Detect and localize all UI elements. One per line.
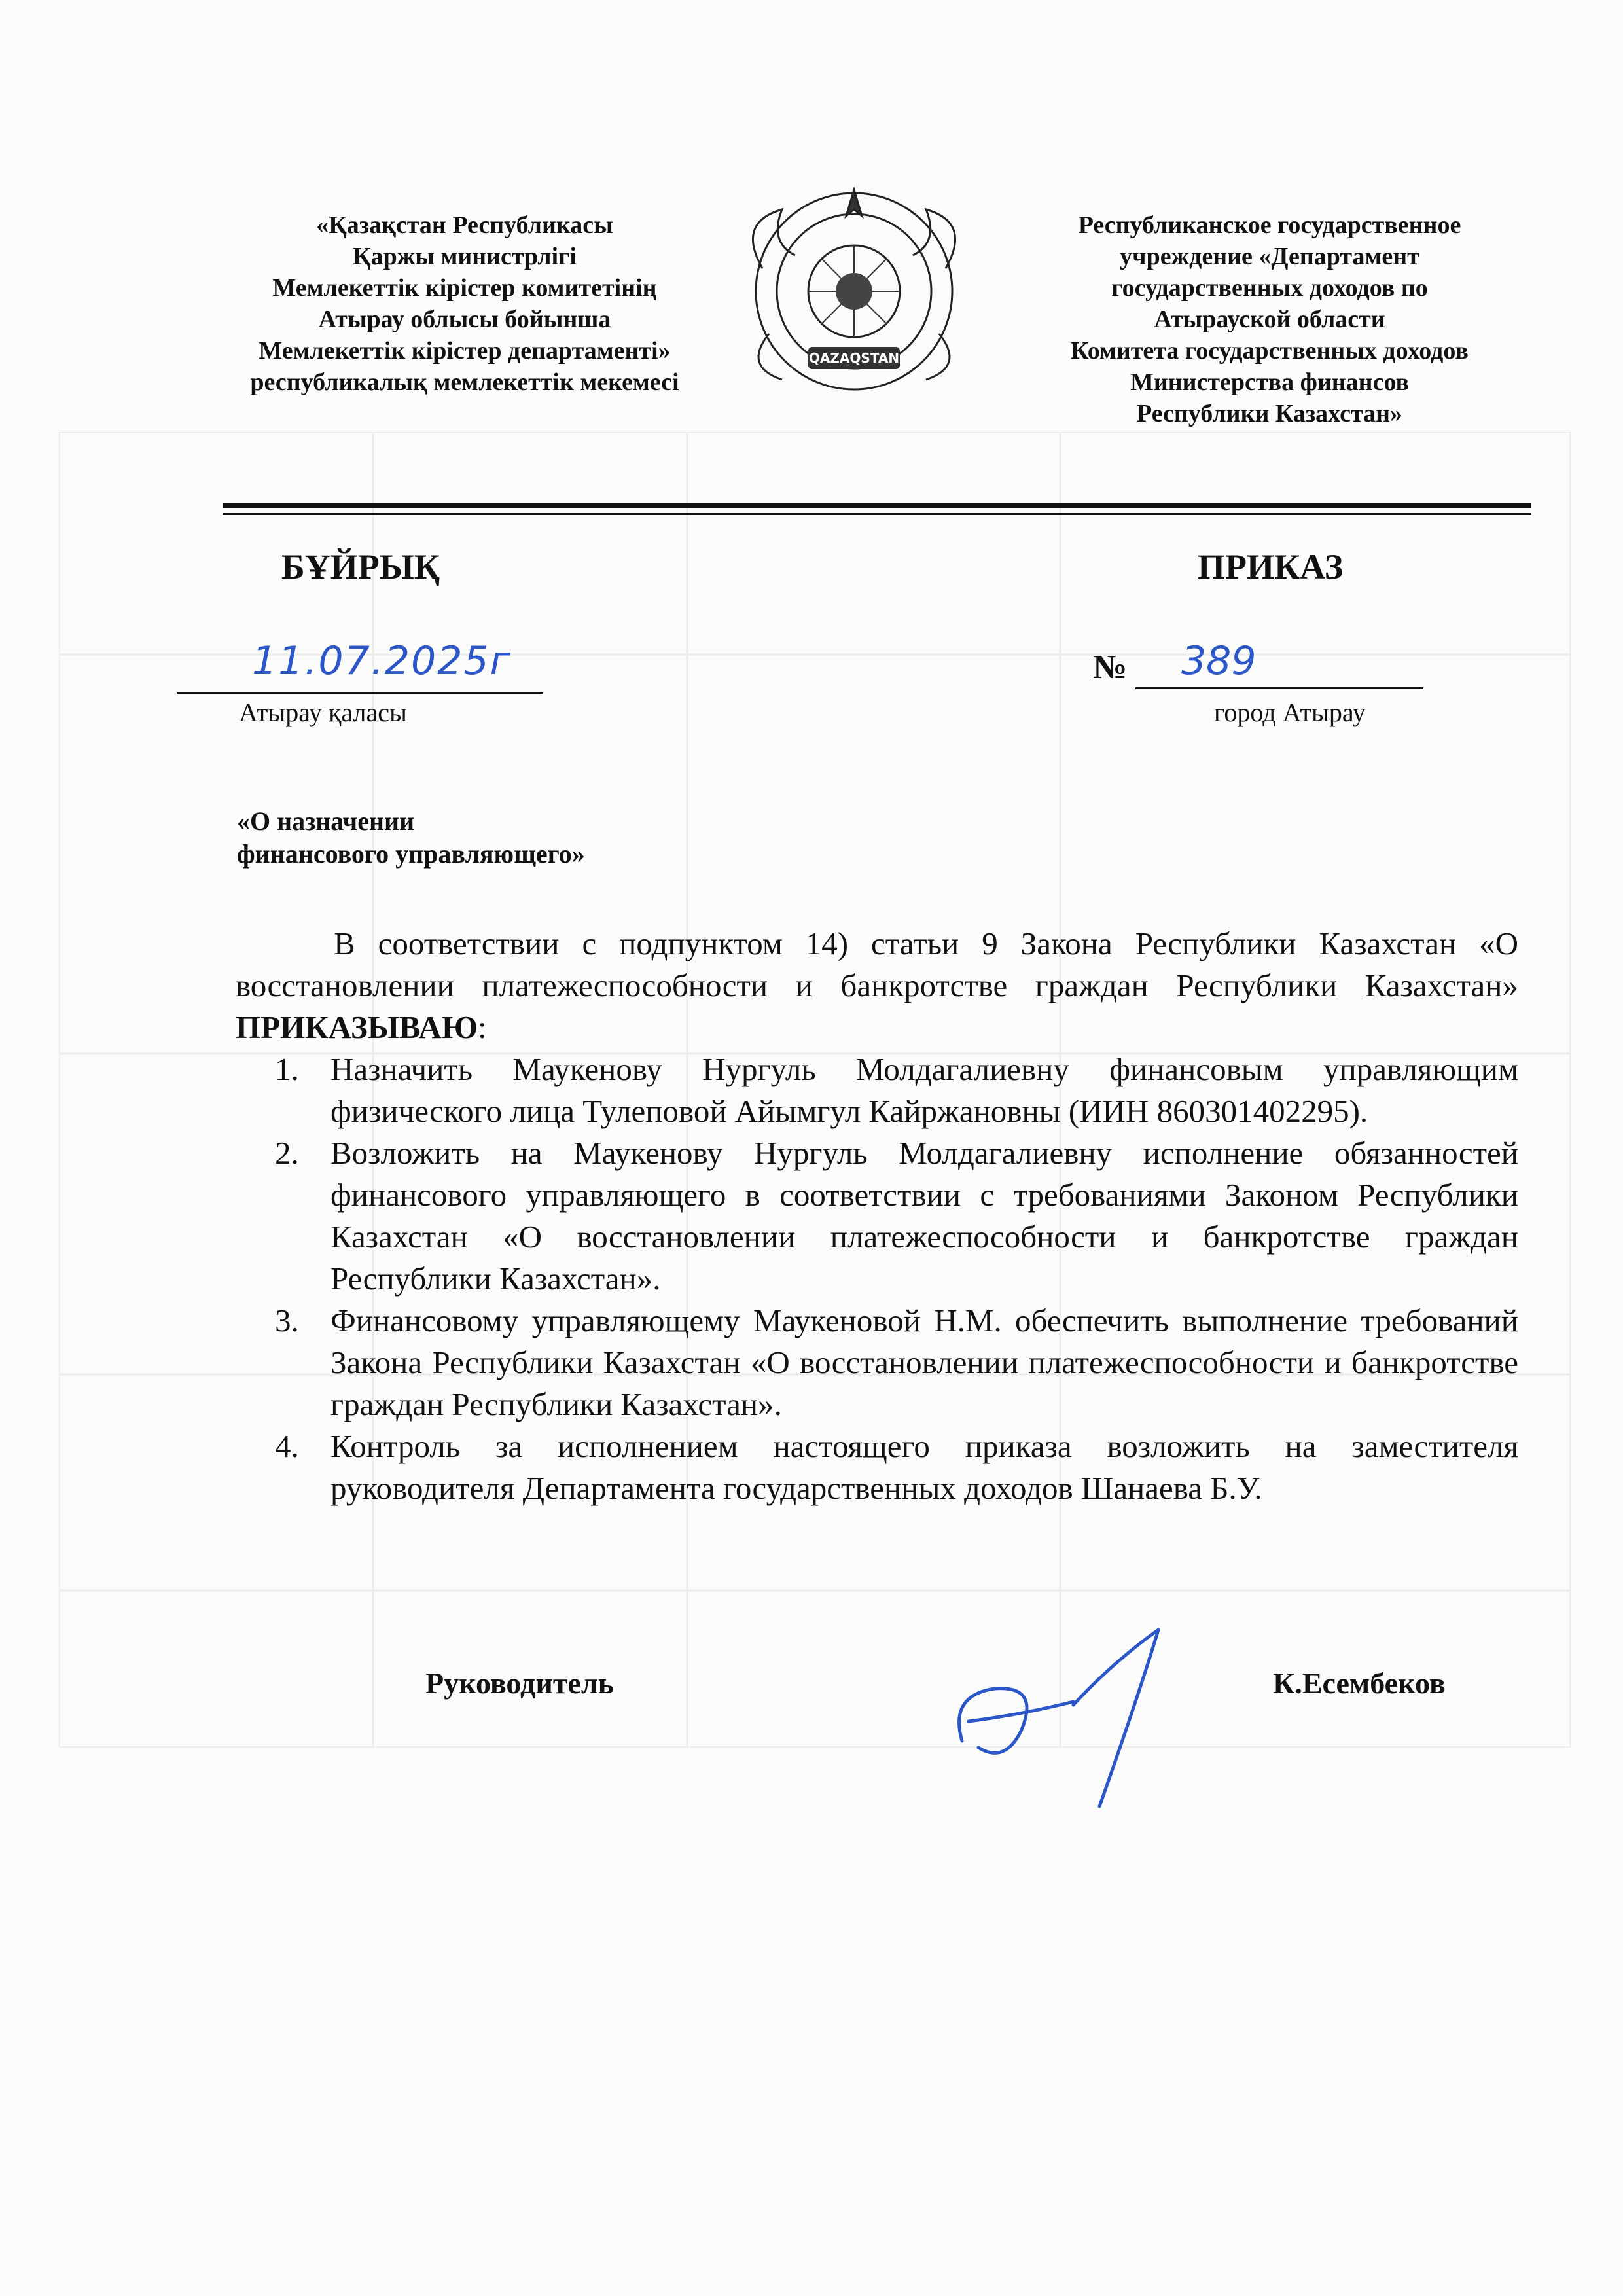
- handwritten-order-number: 389: [1181, 638, 1257, 684]
- list-item: 4. Контроль за исполнением настоящего приказа возложить на заместителя руководителя Департамента государственных доходов Шанаева Б.У.: [275, 1428, 1518, 1506]
- header-left-line: Мемлекеттік кірістер департаменті»: [259, 337, 671, 365]
- header-right-line: Министерства финансов: [1130, 368, 1410, 396]
- list-item: 1. Назначить Маукенову Нургуль Молдагалиевну финансовым управляющим физического лица Тулеповой Айымгул Кайржановны (ИИН 860301402295).: [275, 1051, 1518, 1129]
- signatory-title: Руководитель: [425, 1666, 614, 1700]
- number-underline: [1135, 687, 1423, 689]
- header-left-line: Мемлекеттік кірістер комитетінің: [272, 274, 657, 302]
- body-intro: В соответствии с подпунктом 14) статьи 9 Закона Республики Казахстан «О восстановлении платежеспособности и банкротстве граждан Республики Казахстан» ПРИКАЗЫВАЮ:: [236, 925, 1518, 1045]
- list-item: 2. Возложить на Маукенову Нургуль Молдагалиевну исполнение обязанностей финансового управляющего в соответствии с требованиями Законом Республики Казахстан «О восстановлении платежеспособности и банкротстве граждан Республики Казахстан».: [275, 1135, 1518, 1297]
- header-left-line: Қаржы министрлігі: [353, 243, 577, 270]
- header-right-line: государственных доходов по: [1111, 274, 1428, 302]
- subject-line: финансового управляющего»: [237, 839, 585, 869]
- header-left-kazakh: [223, 209, 707, 398]
- header-right-line: Республики Казахстан»: [1137, 400, 1402, 427]
- signatory-name: К.Есембеков: [1273, 1666, 1446, 1700]
- handwritten-date: 11.07.2025г: [252, 638, 512, 684]
- header-right-line: учреждение «Департамент: [1120, 243, 1419, 270]
- handwritten-signature: [942, 1617, 1217, 1813]
- subject-line: «О назначении: [237, 806, 415, 836]
- header-divider-thick: [223, 503, 1531, 508]
- header-right-russian: [1021, 209, 1518, 429]
- header-right-line: Атырауской области: [1154, 306, 1385, 333]
- header-right-line: Республиканское государственное: [1078, 211, 1461, 239]
- city-ru: город Атырау: [1214, 698, 1366, 727]
- header-left-line: республикалық мемлекеттік мекемесі: [250, 368, 679, 396]
- header-right-line: Комитета государственных доходов: [1071, 337, 1469, 365]
- order-items: [236, 1049, 1518, 1509]
- order-verb: ПРИКАЗЫВАЮ: [236, 1009, 478, 1045]
- header-left-line: Атырау облысы бойынша: [318, 306, 611, 333]
- emblem-text: QAZAQSTAN: [808, 350, 900, 366]
- header-divider-thin: [223, 513, 1531, 515]
- document-title-ru: ПРИКАЗ: [1198, 547, 1344, 586]
- date-underline: [177, 692, 543, 694]
- order-body: [236, 923, 1518, 1509]
- document-title-kz: БҰЙРЫҚ: [281, 547, 440, 586]
- state-emblem-icon: [723, 183, 985, 399]
- number-sign: №: [1093, 649, 1128, 686]
- list-item: 3. Финансовому управляющему Маукеновой Н.М. обеспечить выполнение требований Закона Республики Казахстан «О восстановлении платежеспособности и банкротстве граждан Республики Казахстан».: [275, 1302, 1518, 1422]
- header-left-line: «Қазақстан Республикасы: [316, 211, 613, 239]
- city-kz: Атырау қаласы: [239, 698, 407, 727]
- order-subject: [237, 805, 734, 870]
